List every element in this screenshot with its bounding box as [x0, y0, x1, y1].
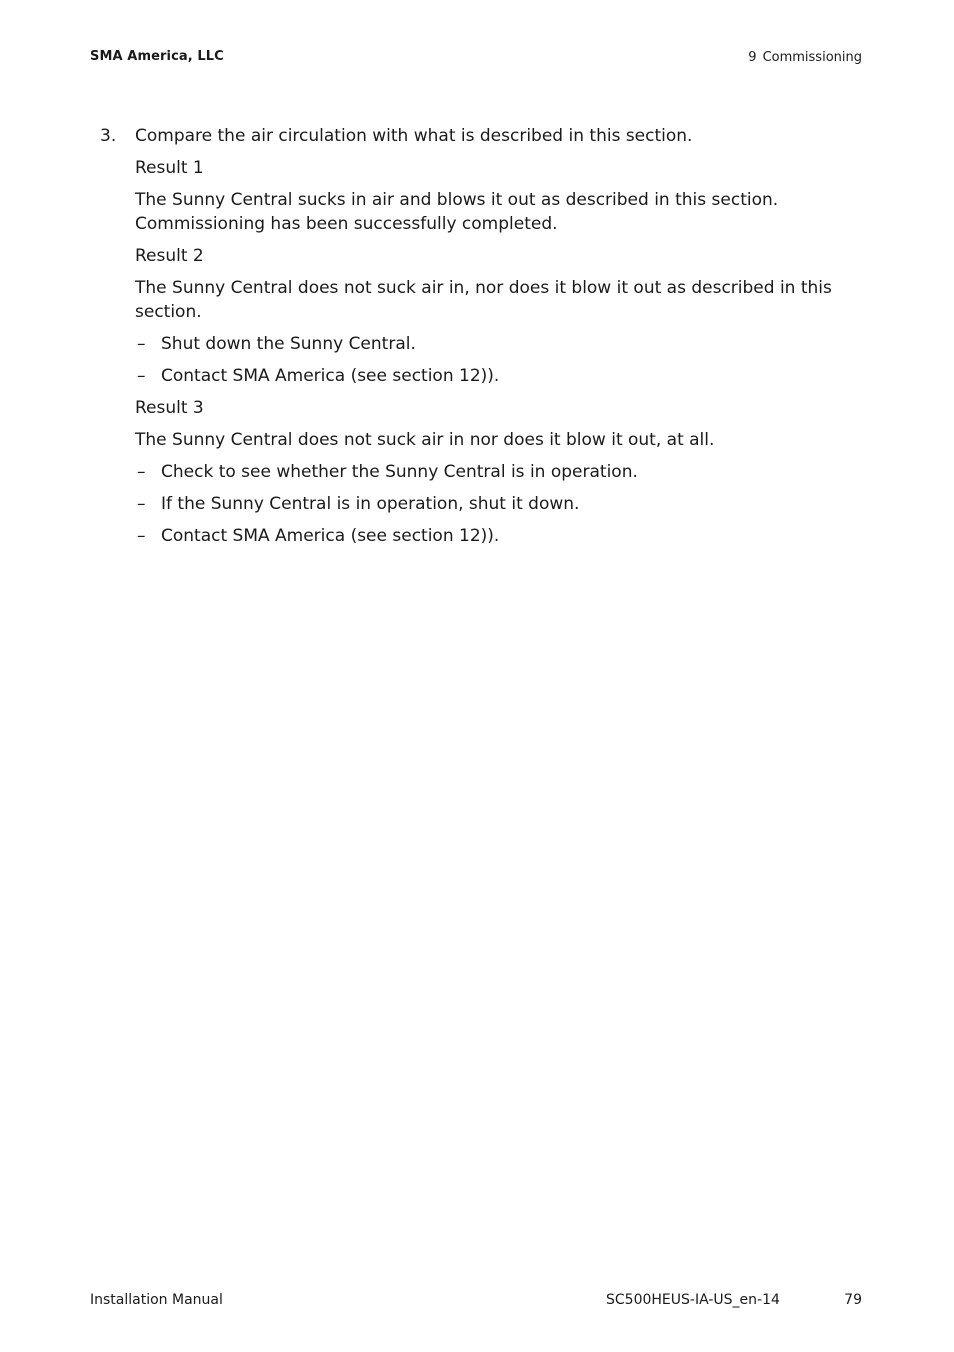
action-text: Check to see whether the Sunny Central is in operation.	[161, 462, 638, 482]
dash-bullet: –	[137, 526, 146, 546]
step-text: Compare the air circulation with what is described in this section.	[135, 126, 693, 146]
manual-title: Installation Manual	[90, 1292, 223, 1308]
result-description: The Sunny Central sucks in air and blows it out as described in this section. Commissioning has been successfully completed.	[135, 190, 779, 234]
dash-bullet: –	[137, 462, 146, 482]
result-description: The Sunny Central does not suck air in nor does it blow it out, at all.	[135, 430, 715, 450]
action-text: Contact SMA America (see section 12)).	[161, 526, 500, 546]
document-id: SC500HEUS-IA-US_en-14	[606, 1292, 780, 1308]
instruction-step	[90, 124, 864, 548]
page-content	[90, 124, 864, 556]
action-item	[135, 460, 864, 484]
section-heading	[748, 50, 862, 65]
action-item	[135, 524, 864, 548]
action-item	[135, 364, 864, 388]
dash-bullet: –	[137, 494, 146, 514]
action-text: If the Sunny Central is in operation, shut it down.	[161, 494, 580, 514]
result-label: Result 3	[135, 398, 204, 418]
dash-bullet: –	[137, 334, 146, 354]
action-text: Contact SMA America (see section 12)).	[161, 366, 500, 386]
company-name: SMA America, LLC	[90, 49, 224, 64]
action-item	[135, 332, 864, 356]
page-number: 79	[844, 1292, 862, 1308]
result-label: Result 1	[135, 158, 204, 178]
result-description: The Sunny Central does not suck air in, nor does it blow it out as described in this section.	[135, 278, 832, 322]
section-title: Commissioning	[762, 50, 862, 65]
result-label: Result 2	[135, 246, 204, 266]
action-item	[135, 492, 864, 516]
step-number: 3.	[100, 126, 117, 146]
action-text: Shut down the Sunny Central.	[161, 334, 416, 354]
dash-bullet: –	[137, 366, 146, 386]
section-number: 9	[748, 50, 757, 65]
